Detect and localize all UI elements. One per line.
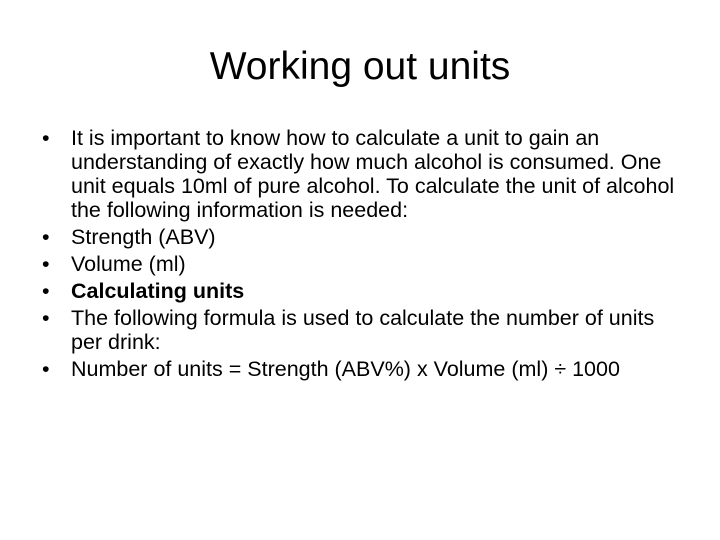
bullet-icon: • [42, 252, 50, 276]
bullet-icon: • [42, 225, 50, 249]
bullet-text: Volume (ml) [71, 252, 186, 276]
bullet-list [42, 126, 682, 384]
bullet-text: The following formula is used to calculate the number of units per drink: [71, 306, 655, 354]
bullet-icon: • [42, 357, 50, 381]
bullet-item-formula-intro [42, 306, 682, 354]
bullet-item-volume [42, 252, 682, 276]
bullet-icon: • [42, 279, 50, 303]
bullet-text: Number of units = Strength (ABV%) x Volume (ml) ÷ 1000 [71, 357, 620, 381]
bullet-text: Strength (ABV) [71, 225, 216, 249]
bullet-item-calculating-units [42, 279, 682, 303]
bullet-icon: • [42, 306, 50, 330]
bullet-text: It is important to know how to calculate a unit to gain an understanding of exactly how much alcohol is consumed. One unit equals 10ml of pure alcohol. To calculate the unit of alcohol the following information is needed: [71, 126, 675, 222]
bullet-item-strength [42, 225, 682, 249]
bullet-item-intro [42, 126, 682, 222]
slide-title: Working out units [209, 45, 511, 88]
bullet-item-formula [42, 357, 682, 381]
bullet-text: Calculating units [71, 279, 245, 303]
bullet-icon: • [42, 126, 50, 150]
